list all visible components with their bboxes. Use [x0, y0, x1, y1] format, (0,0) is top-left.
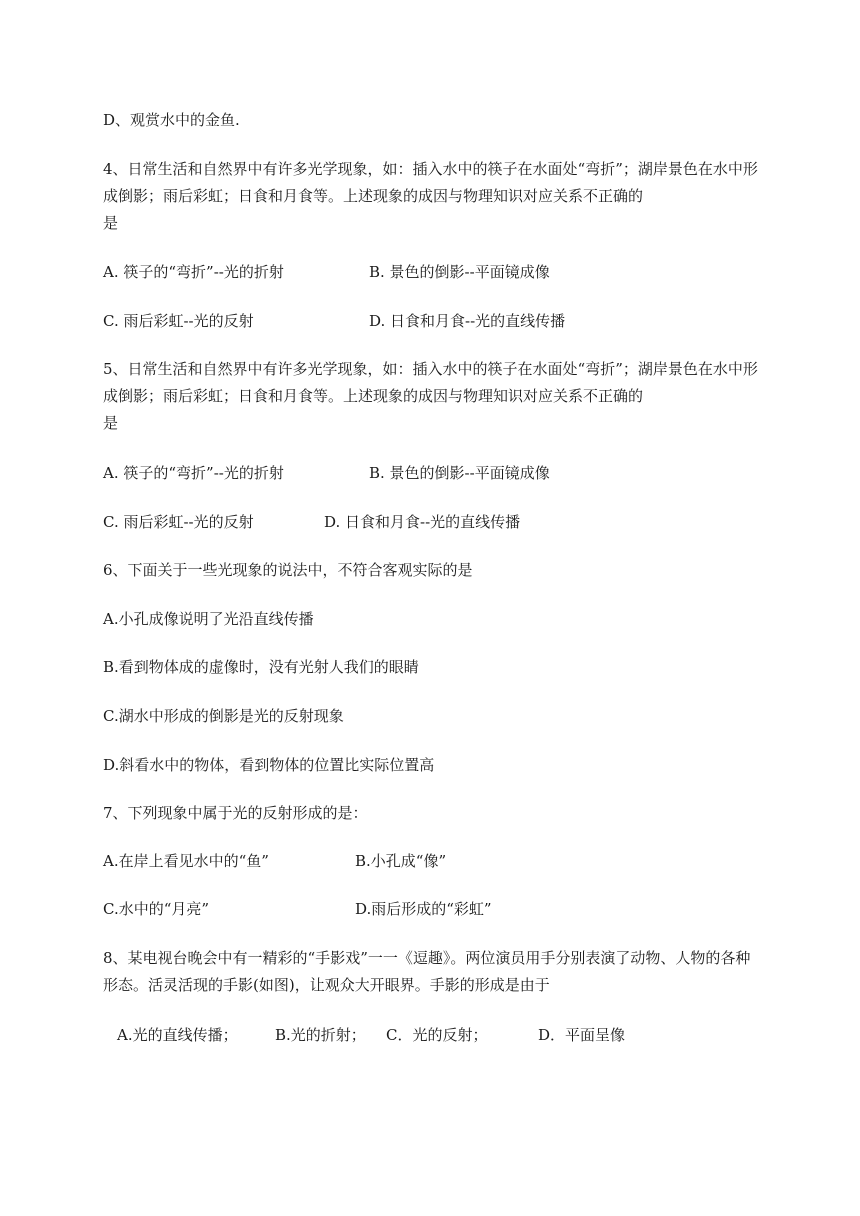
q4-stem-line2: 成倒影；雨后彩虹；日食和月食等。上述现象的成因与物理知识对应关系不正确的	[103, 187, 644, 205]
q8-stem-line1: 8、某电视台晚会中有一精彩的“手影戏”一一《逗趣》。两位演员用手分别表演了动物、人物的各种	[103, 949, 751, 967]
q4-option-a: A. 筷子的“弯折”--光的折射	[103, 263, 284, 281]
q6-option-b: B.看到物体成的虚像时，没有光射人我们的眼睛	[103, 658, 419, 676]
q8-option-c: C．光的反射；	[386, 1026, 488, 1044]
q5-stem-line2: 成倒影；雨后彩虹；日食和月食等。上述现象的成因与物理知识对应关系不正确的	[103, 387, 644, 405]
q3-option-d: D、观赏水中的金鱼.	[103, 111, 240, 129]
q4-option-b: B. 景色的倒影--平面镜成像	[369, 263, 550, 281]
q6-stem: 6、下面关于一些光现象的说法中，不符合客观实际的是	[103, 561, 473, 579]
q7-option-d: D.雨后形成的“彩虹”	[355, 900, 492, 918]
q8-option-b: B.光的折射；	[275, 1026, 366, 1044]
q8-option-a: A.光的直线传播；	[117, 1026, 238, 1044]
q6-option-a: A.小孔成像说明了光沿直线传播	[103, 610, 314, 628]
q7-option-c: C.水中的“月亮”	[103, 900, 210, 918]
q5-option-b: B. 景色的倒影--平面镜成像	[369, 464, 550, 482]
q5-option-a: A. 筷子的“弯折”--光的折射	[103, 464, 284, 482]
q8-option-d: D．平面呈像	[538, 1026, 626, 1044]
q7-stem: 7、下列现象中属于光的反射形成的是：	[103, 804, 368, 822]
q5-stem-line3: 是	[103, 414, 119, 432]
q4-stem-line3: 是	[103, 214, 119, 232]
q5-stem-line1: 5、日常生活和自然界中有许多光学现象，如：插入水中的筷子在水面处“弯折”；湖岸景色在水中形	[103, 360, 758, 378]
q5-option-c: C. 雨后彩虹--光的反射	[103, 513, 254, 531]
q4-option-c: C. 雨后彩虹--光的反射	[103, 312, 254, 330]
q8-stem-line2: 形态。活灵活现的手影(如图)，让观众大开眼界。手影的形成是由于	[103, 976, 550, 994]
q7-option-a: A.在岸上看见水中的“鱼”	[103, 852, 269, 870]
q5-option-d: D. 日食和月食--光的直线传播	[324, 513, 521, 531]
q4-stem-line1: 4、日常生活和自然界中有许多光学现象，如：插入水中的筷子在水面处“弯折”；湖岸景色在水中形	[103, 160, 758, 178]
q6-option-d: D.斜看水中的物体，看到物体的位置比实际位置高	[103, 756, 435, 774]
q4-option-d: D. 日食和月食--光的直线传播	[369, 312, 566, 330]
q7-option-b: B.小孔成“像”	[355, 852, 447, 870]
q6-option-c: C.湖水中形成的倒影是光的反射现象	[103, 707, 344, 725]
